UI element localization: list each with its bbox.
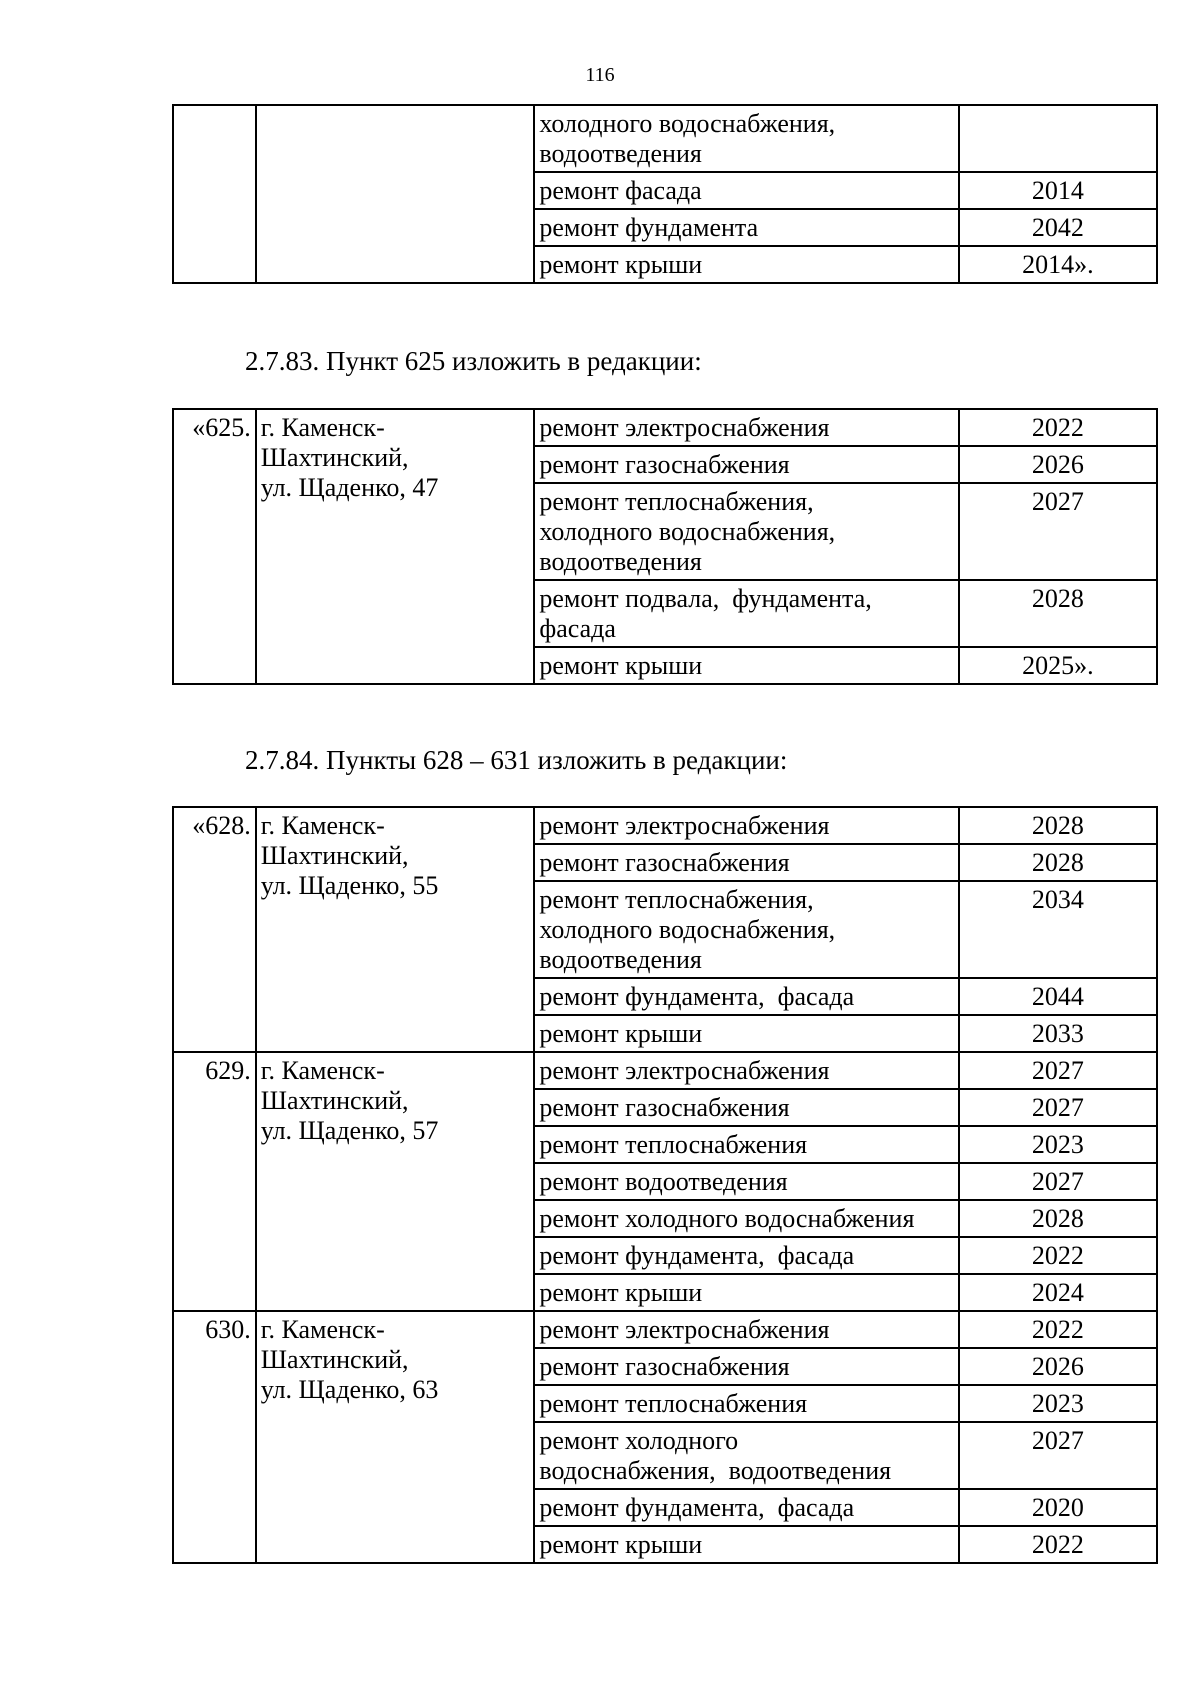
year-cell: 2027 xyxy=(959,483,1157,580)
work-type-cell: ремонт теплоснабжения xyxy=(534,1126,959,1163)
year-cell: 2022 xyxy=(959,1526,1157,1563)
item-number-cell: 630. xyxy=(173,1311,256,1563)
work-type-cell: ремонт холодного водоснабжения, водоотведения xyxy=(534,1422,959,1489)
work-type-cell: ремонт газоснабжения xyxy=(534,446,959,483)
year-cell: 2020 xyxy=(959,1489,1157,1526)
year-cell: 2022 xyxy=(959,409,1157,446)
address-line: Шахтинский, xyxy=(260,1086,409,1115)
item-number-cell: 629. xyxy=(173,1052,256,1311)
table-row xyxy=(173,1052,1157,1089)
work-type-cell: ремонт фундамента xyxy=(534,209,959,246)
work-type-cell: ремонт электроснабжения xyxy=(534,1311,959,1348)
work-type-cell: ремонт фундамента, фасада xyxy=(534,978,959,1015)
work-type-cell: ремонт теплоснабжения, холодного водоснабжения, водоотведения xyxy=(534,881,959,978)
work-type-cell: ремонт крыши xyxy=(534,246,959,283)
address-line: Шахтинский, xyxy=(260,443,409,472)
address-line: ул. Щаденко, 63 xyxy=(260,1375,439,1404)
year-cell: 2014». xyxy=(959,246,1157,283)
page-number: 116 xyxy=(585,64,615,86)
address-cell xyxy=(256,807,535,1052)
year-cell: 2027 xyxy=(959,1052,1157,1089)
address-line: г. Каменск- xyxy=(260,1315,385,1344)
work-type-cell: ремонт крыши xyxy=(534,647,959,684)
table-row xyxy=(173,409,1157,446)
work-type-cell: ремонт фундамента, фасада xyxy=(534,1489,959,1526)
work-type-cell: ремонт газоснабжения xyxy=(534,844,959,881)
year-cell: 2034 xyxy=(959,881,1157,978)
address-line: ул. Щаденко, 55 xyxy=(260,871,439,900)
address-cell xyxy=(256,409,535,684)
item-number-cell: «625. xyxy=(173,409,256,684)
work-type-cell: ремонт газоснабжения xyxy=(534,1089,959,1126)
year-cell: 2014 xyxy=(959,172,1157,209)
address-line: г. Каменск- xyxy=(260,413,385,442)
work-type-cell: ремонт водоотведения xyxy=(534,1163,959,1200)
year-cell: 2028 xyxy=(959,844,1157,881)
item-number-cell xyxy=(173,105,256,283)
work-type-cell: ремонт электроснабжения xyxy=(534,807,959,844)
year-cell: 2022 xyxy=(959,1311,1157,1348)
address-line: г. Каменск- xyxy=(260,1056,385,1085)
paragraph-2-7-83: 2.7.83. Пункт 625 изложить в редакции: xyxy=(245,346,702,376)
year-cell: 2022 xyxy=(959,1237,1157,1274)
year-cell: 2028 xyxy=(959,1200,1157,1237)
year-cell: 2023 xyxy=(959,1385,1157,1422)
table-row xyxy=(173,105,1157,172)
year-cell: 2026 xyxy=(959,1348,1157,1385)
year-cell: 2025». xyxy=(959,647,1157,684)
item-number-cell: «628. xyxy=(173,807,256,1052)
address-line: Шахтинский, xyxy=(260,841,409,870)
work-type-cell: ремонт электроснабжения xyxy=(534,1052,959,1089)
work-type-cell: ремонт теплоснабжения, холодного водоснабжения, водоотведения xyxy=(534,483,959,580)
work-type-cell: холодного водоснабжения, водоотведения xyxy=(534,105,959,172)
work-type-cell: ремонт электроснабжения xyxy=(534,409,959,446)
work-type-cell: ремонт подвала, фундамента, фасада xyxy=(534,580,959,647)
year-cell: 2027 xyxy=(959,1089,1157,1126)
address-line: ул. Щаденко, 47 xyxy=(260,473,439,502)
work-type-cell: ремонт крыши xyxy=(534,1274,959,1311)
repair-table-continuation xyxy=(172,104,1158,284)
year-cell: 2033 xyxy=(959,1015,1157,1052)
table-row xyxy=(173,1311,1157,1348)
year-cell: 2027 xyxy=(959,1422,1157,1489)
address-cell xyxy=(256,1311,535,1563)
address-line: г. Каменск- xyxy=(260,811,385,840)
work-type-cell: ремонт фасада xyxy=(534,172,959,209)
year-cell: 2028 xyxy=(959,580,1157,647)
address-line: Шахтинский, xyxy=(260,1345,409,1374)
table-row xyxy=(173,807,1157,844)
work-type-cell: ремонт крыши xyxy=(534,1526,959,1563)
paragraph-2-7-84: 2.7.84. Пункты 628 – 631 изложить в редакции: xyxy=(245,745,788,775)
year-cell: 2044 xyxy=(959,978,1157,1015)
year-cell: 2028 xyxy=(959,807,1157,844)
year-cell: 2026 xyxy=(959,446,1157,483)
year-cell: 2024 xyxy=(959,1274,1157,1311)
address-cell xyxy=(256,1052,535,1311)
work-type-cell: ремонт холодного водоснабжения xyxy=(534,1200,959,1237)
work-type-cell: ремонт газоснабжения xyxy=(534,1348,959,1385)
address-line: ул. Щаденко, 57 xyxy=(260,1116,439,1145)
work-type-cell: ремонт крыши xyxy=(534,1015,959,1052)
repair-table-items-628-630 xyxy=(172,806,1158,1564)
repair-table-item-625 xyxy=(172,408,1158,685)
year-cell: 2027 xyxy=(959,1163,1157,1200)
work-type-cell: ремонт теплоснабжения xyxy=(534,1385,959,1422)
work-type-cell: ремонт фундамента, фасада xyxy=(534,1237,959,1274)
year-cell: 2042 xyxy=(959,209,1157,246)
year-cell: 2023 xyxy=(959,1126,1157,1163)
year-cell xyxy=(959,105,1157,172)
address-cell xyxy=(256,105,535,283)
